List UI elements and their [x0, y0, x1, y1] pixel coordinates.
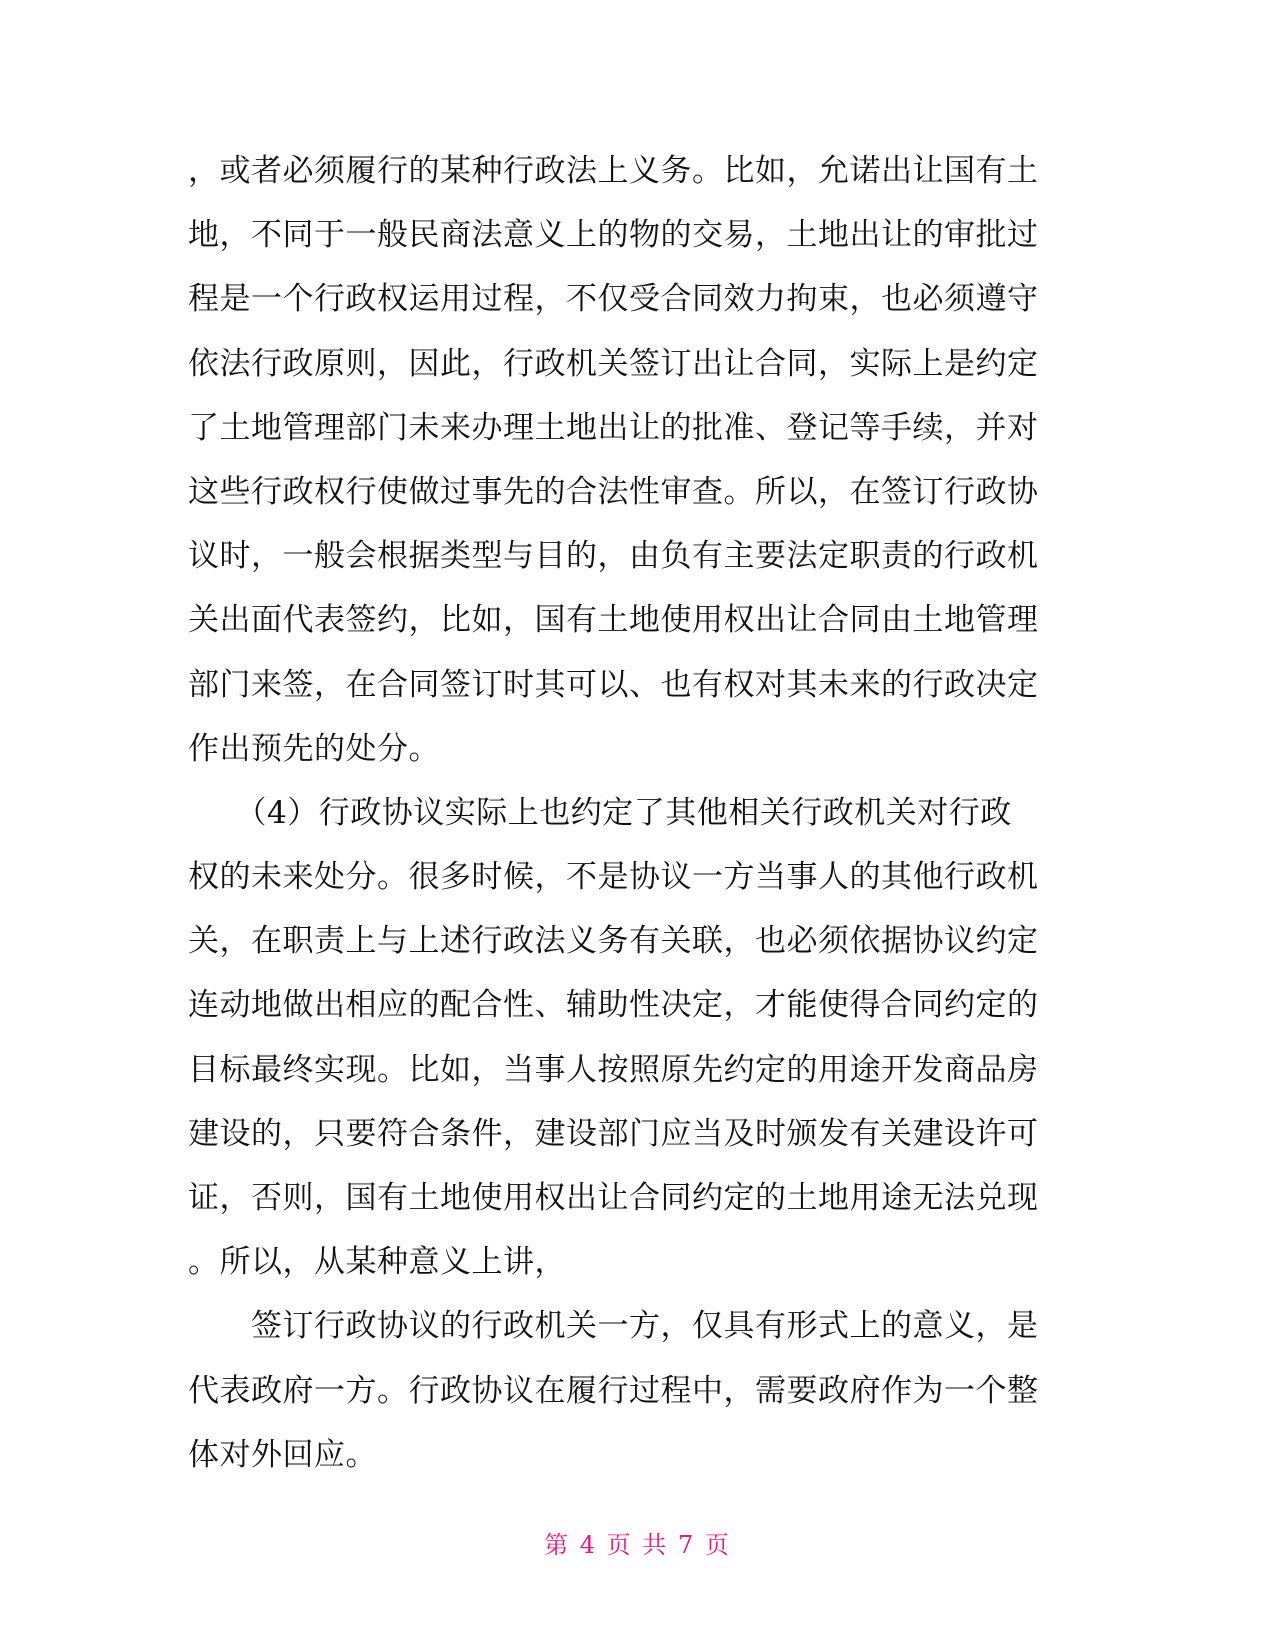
text-line: 了土地管理部门未来办理土地出让的批准、登记等手续，并对	[188, 409, 1039, 446]
text-line: 依法行政原则，因此，行政机关签订出让合同，实际上是约定	[188, 345, 1039, 382]
text-line: 签订行政协议的行政机关一方，仅具有形式上的意义，是	[188, 1308, 1039, 1345]
text-line: 目标最终实现。比如，当事人按照原先约定的用途开发商品房	[188, 1051, 1039, 1088]
text-line: 议时，一般会根据类型与目的，由负有主要法定职责的行政机	[188, 538, 1039, 575]
text-line: 权的未来处分。很多时候，不是协议一方当事人的其他行政机	[188, 859, 1039, 896]
text-line: 地，不同于一般民商法意义上的物的交易，土地出让的审批过	[188, 217, 1039, 254]
text-line: 这些行政权行使做过事先的合法性审查。所以，在签订行政协	[188, 473, 1039, 510]
text-line: 体对外回应。	[188, 1436, 377, 1473]
text-line: （4）行政协议实际上也约定了其他相关行政机关对行政	[188, 794, 1012, 831]
text-line: 作出预先的处分。	[188, 730, 440, 767]
text-line: 。所以，从某种意义上讲，	[188, 1244, 566, 1281]
page-number-footer: 第 4 页 共 7 页	[544, 1531, 731, 1559]
text-line: 关，在职责上与上述行政法义务有关联，也必须依据协议约定	[188, 923, 1039, 960]
text-line: 证，否则，国有土地使用权出让合同约定的土地用途无法兑现	[188, 1180, 1039, 1216]
text-line: 关出面代表签约，比如，国有土地使用权出让合同由土地管理	[188, 602, 1039, 639]
text-line: 程是一个行政权运用过程，不仅受合同效力拘束，也必须遵守	[188, 281, 1039, 318]
text-line: 代表政府一方。行政协议在履行过程中，需要政府作为一个整	[188, 1372, 1039, 1409]
document-body	[188, 139, 1088, 1487]
text-line: 部门来签，在合同签订时其可以、也有权对其未来的行政决定	[188, 666, 1039, 703]
text-line: ，或者必须履行的某种行政法上义务。比如，允诺出让国有土	[188, 153, 1039, 189]
text-line: 建设的，只要符合条件，建设部门应当及时颁发有关建设许可	[188, 1115, 1039, 1152]
text-line: 连动地做出相应的配合性、辅助性决定，才能使得合同约定的	[188, 987, 1039, 1024]
